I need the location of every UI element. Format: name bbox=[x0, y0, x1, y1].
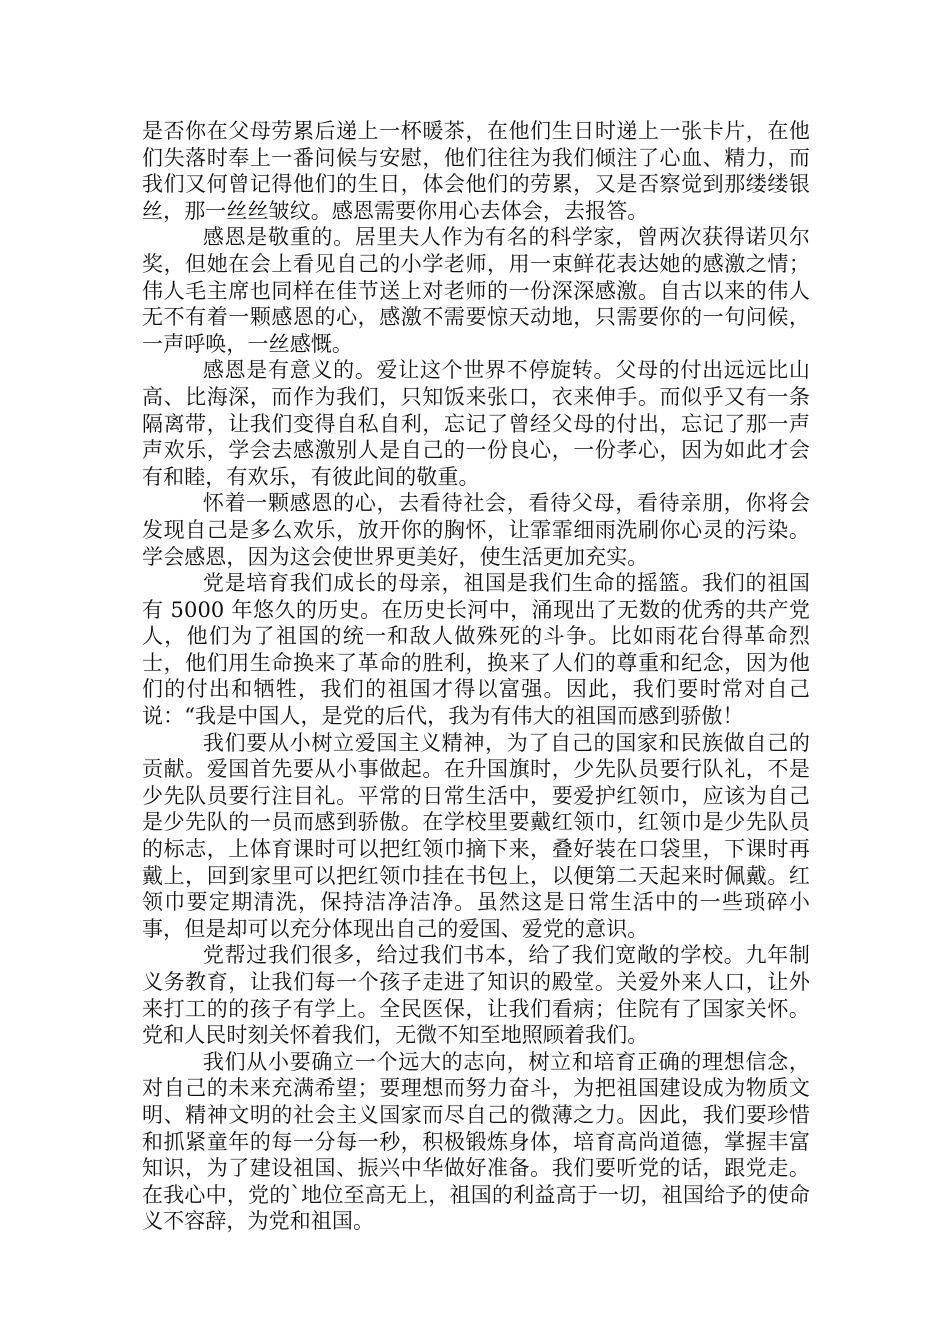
paragraph-2: 感恩是敬重的。居里夫人作为有名的科学家，曾两次获得诺贝尔奖，但她在会上看见自己的小学老师，用一束鲜花表达她的感激之情；伟人毛主席也同样在佳节送上对老师的一份深深感激。自古以来的伟人无不有着一颗感恩的心，感激不需要惊天动地，只需要你的一句问候，一声呼唤，一丝感慨。 bbox=[142, 225, 810, 356]
paragraph-4: 怀着一颗感恩的心，去看待社会，看待父母，看待亲朋，你将会发现自己是多么欢乐，放开你的胸怀，让霏霏细雨洗刷你心灵的污染。学会感恩，因为这会使世界更美好，使生活更加充实。 bbox=[142, 491, 810, 569]
paragraph-8: 我们从小要确立一个远大的志向，树立和培育正确的理想信念，对自己的未来充满希望；要理想而努力奋斗，为把祖国建设成为物质文明、精神文明的社会主义国家而尽自己的微薄之力。因此，我们要珍惜和抓紧童年的每一分每一秒，积极锻炼身体，培育高尚道德，掌握丰富知识，为了建设祖国、振兴中华做好准备。我们要听党的话，跟党走。在我心中，党的`地位至高无上，祖国的利益高于一切，祖国给予的使命义不容辞，为党和祖国。 bbox=[142, 1049, 810, 1234]
document-page bbox=[142, 118, 810, 1235]
paragraph-1: 是否你在父母劳累后递上一杯暖茶，在他们生日时递上一张卡片，在他们失落时奉上一番问候与安慰，他们往往为我们倾注了心血、精力，而我们又何曾记得他们的生日，体会他们的劳累，又是否察觉到那缕缕银丝，那一丝丝皱纹。感恩需要你用心去体会，去报答。 bbox=[142, 119, 810, 223]
paragraph-6: 我们要从小树立爱国主义精神，为了自己的国家和民族做自己的贡献。爱国首先要从小事做起。在升国旗时，少先队员要行队礼，不是少先队员要行注目礼。平常的日常生活中，要爱护红领巾，应该为自己是少先队的一员而感到骄傲。在学校里要戴红领巾，红领巾是少先队员的标志，上体育课时可以把红领巾摘下来，叠好装在口袋里，下课时再戴上，回到家里可以把红领巾挂在书包上，以便第二天起来时佩戴。红领巾要定期清洗，保持洁净洁净。虽然这是日常生活中的一些琐碎小事，但是却可以充分体现出自己的爱国、爱党的意识。 bbox=[142, 730, 810, 941]
paragraph-3: 感恩是有意义的。爱让这个世界不停旋转。父母的付出远远比山高、比海深，而作为我们，只知饭来张口，衣来伸手。而似乎又有一条隔离带，让我们变得自私自利，忘记了曾经父母的付出，忘记了那一声声欢乐，学会去感激别人是自己的一份良心，一份孝心，因为如此才会有和睦，有欢乐，有彼此间的敬重。 bbox=[142, 358, 810, 489]
paragraph-7: 党帮过我们很多，给过我们书本，给了我们宽敞的学校。九年制义务教育，让我们每一个孩子走进了知识的殿堂。关爱外来人口，让外来打工的的孩子有学上。全民医保，让我们看病；住院有了国家关怀。党和人民时刻关怀着我们，无微不知至地照顾着我们。 bbox=[142, 943, 810, 1048]
paragraph-5: 党是培育我们成长的母亲，祖国是我们生命的摇篮。我们的祖国有 5000 年悠久的历史。在历史长河中，涌现出了无数的优秀的共产党人，他们为了祖国的统一和敌人做殊死的斗争。比如雨花台得革命烈士，他们用生命换来了革命的胜利，换来了人们的尊重和纪念，因为他们的付出和牺牲，我们的祖国才得以富强。因此，我们要时常对自己说：“我是中国人，是党的后代，我为有伟大的祖国而感到骄傲！ bbox=[142, 571, 810, 729]
